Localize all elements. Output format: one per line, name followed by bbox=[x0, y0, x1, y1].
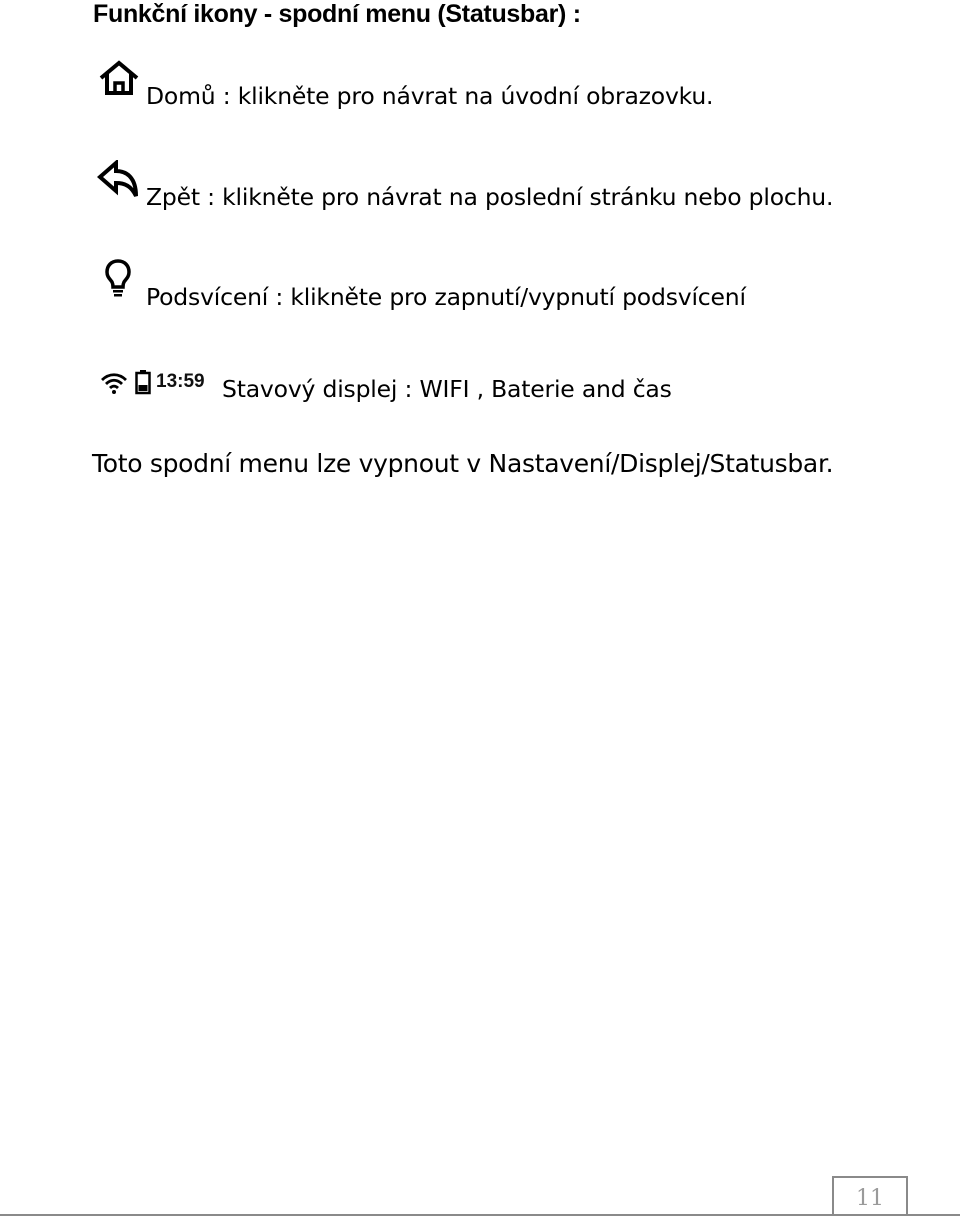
wifi-icon bbox=[100, 371, 128, 395]
backlight-description: Podsvícení : klikněte pro zapnutí/vypnutí podsvícení bbox=[146, 283, 746, 311]
status-time: 13:59 bbox=[156, 371, 205, 392]
statusbar-note: Toto spodní menu lze vypnout v Nastavení/Displej/Statusbar. bbox=[92, 449, 834, 478]
section-heading: Funkční ikony - spodní menu (Statusbar) : bbox=[93, 0, 581, 28]
lightbulb-icon bbox=[104, 258, 132, 300]
back-icon bbox=[97, 160, 139, 200]
page-number: 11 bbox=[832, 1176, 908, 1216]
home-description: Domů : klikněte pro návrat na úvodní obrazovku. bbox=[146, 82, 714, 110]
home-icon bbox=[99, 60, 139, 96]
status-description: Stavový displej : WIFI , Baterie and čas bbox=[222, 375, 672, 403]
footer-rule bbox=[0, 1214, 960, 1216]
back-description: Zpět : klikněte pro návrat na poslední stránku nebo plochu. bbox=[146, 183, 834, 211]
battery-icon bbox=[134, 369, 152, 395]
